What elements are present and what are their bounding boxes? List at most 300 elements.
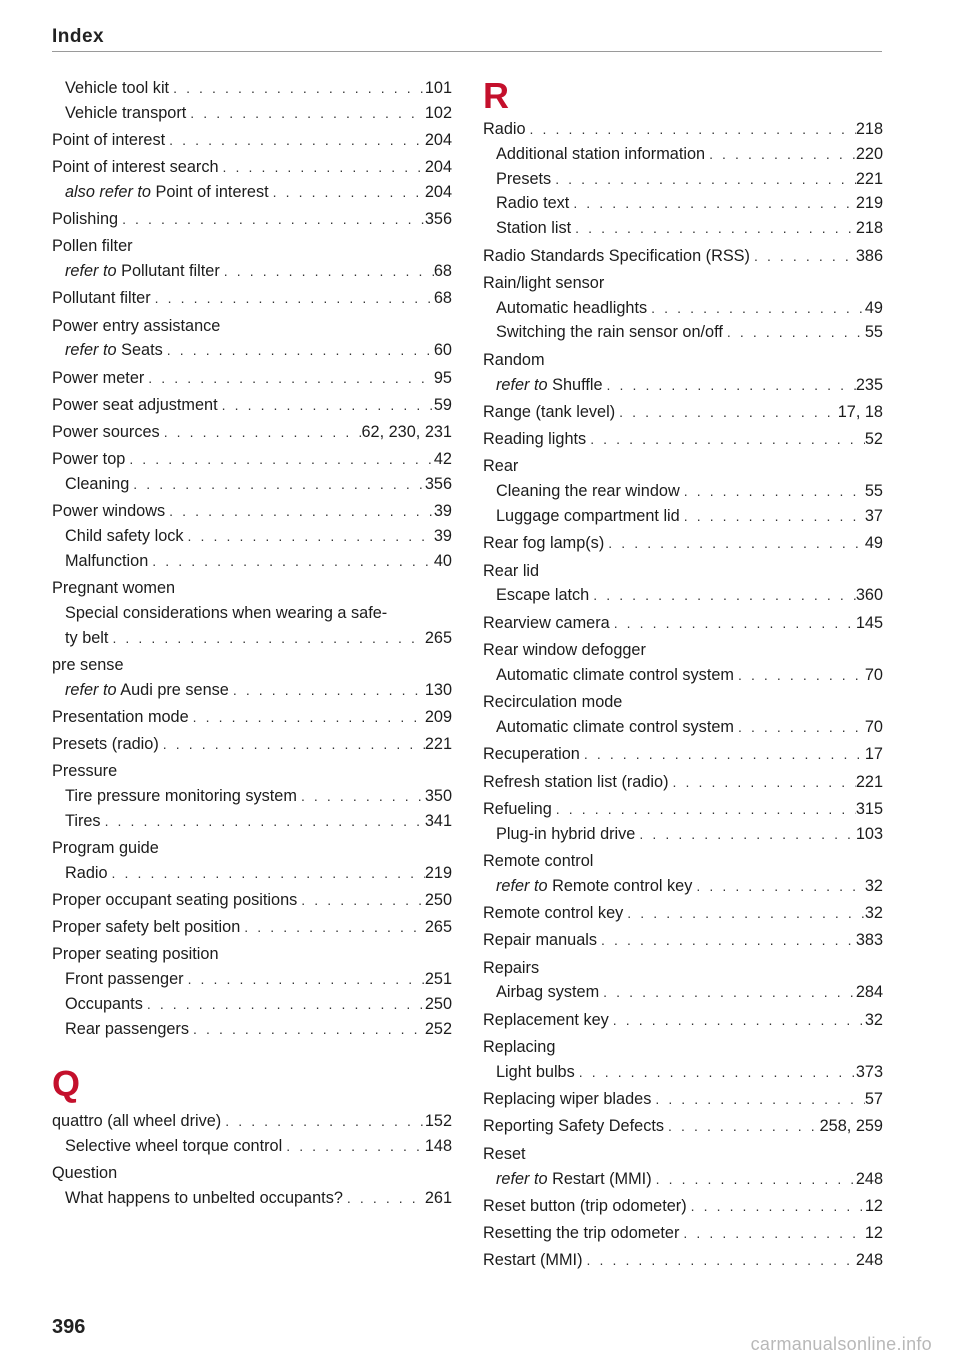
index-entry xyxy=(52,861,452,886)
index-entry xyxy=(52,967,452,992)
index-entry xyxy=(483,1008,883,1033)
dot-leader xyxy=(184,967,425,992)
index-entry-term xyxy=(52,286,151,311)
index-entry-term xyxy=(52,678,229,703)
index-entry-term xyxy=(52,1134,282,1159)
index-entry-page: 40 xyxy=(433,551,452,570)
index-entry-term xyxy=(52,259,220,284)
index-entry-text: Random xyxy=(483,350,545,369)
index-entry xyxy=(52,888,452,913)
index-entry-term xyxy=(483,271,604,296)
index-entry-term xyxy=(52,207,118,232)
index-entry-term xyxy=(483,117,526,142)
dot-leader xyxy=(692,874,864,899)
index-entry-page: 248 xyxy=(855,1251,883,1270)
index-entry xyxy=(483,296,883,321)
dot-leader xyxy=(218,393,434,418)
index-entry xyxy=(483,1248,883,1273)
index-entry-term xyxy=(52,861,108,886)
index-entry-term xyxy=(483,1114,664,1139)
index-entry-text: Reading lights xyxy=(483,430,587,449)
dot-leader xyxy=(189,1017,425,1042)
index-entry-page: 145 xyxy=(855,613,883,632)
index-entry-text: Restart (MMI) xyxy=(483,1251,583,1270)
dot-leader xyxy=(189,705,425,730)
index-entry-term xyxy=(483,1008,609,1033)
index-entry-page: 12 xyxy=(864,1224,883,1243)
index-entry xyxy=(52,472,452,497)
dot-leader xyxy=(651,1087,865,1112)
index-entry xyxy=(52,180,452,205)
index-entry-text: Shuffle xyxy=(547,375,603,394)
index-entry-text: Plug-in hybrid drive xyxy=(496,824,636,843)
index-entry xyxy=(483,348,883,373)
index-entry-term xyxy=(483,1248,583,1273)
index-entry-page: 204 xyxy=(424,158,452,177)
index-entry-term xyxy=(483,1221,679,1246)
dot-leader xyxy=(603,373,856,398)
index-entry xyxy=(52,155,452,180)
index-entry xyxy=(52,784,452,809)
index-entry xyxy=(52,76,452,101)
index-entry-text: Audi pre sense xyxy=(116,680,229,699)
index-entry xyxy=(483,770,883,795)
index-entry xyxy=(483,928,883,953)
index-entry-text: Occupants xyxy=(65,995,143,1013)
index-entry-text: Point of interest search xyxy=(52,158,219,177)
index-entry-text: Power windows xyxy=(52,502,166,521)
dot-leader xyxy=(597,928,856,953)
index-entry-page: 152 xyxy=(424,1112,452,1130)
index-entry-text: Recuperation xyxy=(483,745,580,764)
dot-leader xyxy=(184,524,434,549)
index-entry-page: 17, 18 xyxy=(837,402,883,421)
index-entry-text: Radio xyxy=(483,120,526,138)
index-entry-page: 218 xyxy=(855,120,883,138)
index-entry-term xyxy=(483,742,580,767)
dot-leader xyxy=(552,797,856,822)
index-entry-text: Child safety lock xyxy=(65,527,184,545)
index-entry xyxy=(52,338,452,363)
index-entry xyxy=(52,366,452,391)
index-entry-text: Range (tank level) xyxy=(483,402,616,421)
dot-leader xyxy=(750,244,856,269)
dot-leader xyxy=(569,191,856,216)
index-entry-term xyxy=(483,400,615,425)
index-entry-term xyxy=(52,653,124,678)
index-entry-text: Rear lid xyxy=(483,561,540,580)
index-entry-term xyxy=(52,76,169,101)
index-entry-term xyxy=(52,836,159,861)
index-entry xyxy=(52,601,452,626)
index-entry-term xyxy=(52,420,160,445)
index-entry xyxy=(483,117,883,142)
dot-leader xyxy=(240,915,425,940)
index-entry-text: Airbag system xyxy=(496,983,600,1002)
index-entry-term xyxy=(483,1035,555,1060)
index-entry-term xyxy=(483,142,705,167)
index-entry-page: 350 xyxy=(424,787,452,805)
index-entry xyxy=(483,901,883,926)
index-entry-text: Proper seating position xyxy=(52,945,219,964)
dot-leader xyxy=(297,784,425,809)
dot-leader xyxy=(118,207,425,232)
index-entry-text: Refresh station list (radio) xyxy=(483,772,669,791)
index-entry-text: Replacement key xyxy=(483,1010,609,1029)
index-entry xyxy=(483,1060,883,1085)
index-entry-term xyxy=(483,901,623,926)
index-entry-term xyxy=(483,611,610,636)
dot-leader xyxy=(169,76,425,101)
section-letter: R xyxy=(483,75,509,116)
index-entry xyxy=(483,427,883,452)
dot-leader xyxy=(282,1134,425,1159)
index-entry-text: Malfunction xyxy=(65,551,149,570)
index-entry-term xyxy=(52,967,184,992)
index-entry-term xyxy=(483,167,551,192)
dot-leader xyxy=(144,366,434,391)
index-entry-text: Point of interest xyxy=(52,131,166,149)
index-entry-term xyxy=(483,531,604,556)
index-entry-page: 57 xyxy=(864,1090,883,1109)
index-entry-page: 148 xyxy=(424,1136,452,1155)
index-entry xyxy=(483,663,883,688)
dot-leader xyxy=(551,167,856,192)
dot-leader xyxy=(680,479,865,504)
index-entry-text: Additional station information xyxy=(496,144,706,163)
index-entry xyxy=(483,244,883,269)
dot-leader xyxy=(687,1194,865,1219)
index-entry-page: 70 xyxy=(864,717,883,736)
index-entry xyxy=(483,638,883,663)
index-entry-page: 101 xyxy=(424,79,452,97)
dot-leader xyxy=(705,142,856,167)
index-entry xyxy=(52,1109,452,1134)
watermark: carmanualsonline.info xyxy=(750,1334,932,1354)
index-entry-text: Selective wheel torque control xyxy=(65,1136,283,1155)
index-entry-term xyxy=(52,549,148,574)
dot-leader xyxy=(165,128,425,153)
index-entry xyxy=(483,320,883,345)
index-entry-text: Pollutant filter xyxy=(52,289,151,308)
index-entry-page: 17 xyxy=(864,745,883,764)
index-entry-term xyxy=(52,601,387,626)
index-entry-term xyxy=(483,348,545,373)
index-entry-text: Presentation mode xyxy=(52,707,189,726)
index-entry-text: Remote control key xyxy=(483,904,624,922)
index-entry-page: 32 xyxy=(864,904,883,922)
dot-leader xyxy=(604,531,865,556)
index-entry-page: 383 xyxy=(855,931,883,950)
dot-leader xyxy=(220,259,434,284)
index-entry-page: 49 xyxy=(864,534,883,553)
index-entry-text: Rear passengers xyxy=(65,1019,189,1038)
index-entry xyxy=(52,259,452,284)
dot-leader xyxy=(734,663,865,688)
index-entry-text: Escape latch xyxy=(496,586,590,605)
dot-leader xyxy=(159,732,425,757)
index-entry-text: Program guide xyxy=(52,839,159,857)
index-entry xyxy=(483,531,883,556)
index-entry-term xyxy=(483,216,571,241)
index-entry xyxy=(483,583,883,608)
index-entry-page: 252 xyxy=(424,1019,452,1038)
index-entry-term xyxy=(483,928,597,953)
index-entry xyxy=(52,207,452,232)
dot-leader xyxy=(680,504,865,529)
index-entry-term xyxy=(483,1194,687,1219)
index-entry xyxy=(483,1087,883,1112)
index-entry-text: Remote control key xyxy=(547,876,693,895)
index-entry-term xyxy=(483,956,539,981)
index-entry-term xyxy=(52,784,297,809)
dot-leader xyxy=(165,499,434,524)
index-entry-term xyxy=(52,447,125,472)
index-entry xyxy=(52,809,452,834)
index-entry-page: 70 xyxy=(864,665,883,684)
index-entry-page: 386 xyxy=(855,246,883,265)
dot-leader xyxy=(219,155,425,180)
index-entry-text: Automatic climate control system xyxy=(496,717,734,736)
dot-leader xyxy=(610,611,856,636)
section-letter: Q xyxy=(52,1063,81,1104)
index-entry-page: 248 xyxy=(855,1169,883,1188)
index-entry xyxy=(52,942,452,967)
index-entry xyxy=(52,314,452,339)
index-entry-page: 39 xyxy=(433,502,452,521)
index-entry-page: 55 xyxy=(864,482,883,501)
dot-leader xyxy=(101,809,425,834)
index-entry-term xyxy=(483,244,750,269)
index-entry xyxy=(483,690,883,715)
index-entry-page: 32 xyxy=(864,876,883,895)
dot-leader xyxy=(623,901,865,926)
dot-leader xyxy=(734,715,865,740)
index-entry-term xyxy=(483,980,599,1005)
dot-leader xyxy=(586,427,865,452)
index-entry-term xyxy=(52,809,101,834)
dot-leader xyxy=(151,286,434,311)
index-entry-text: ty belt xyxy=(65,628,109,647)
index-entry-term xyxy=(483,583,589,608)
index-entry-term xyxy=(52,155,219,180)
index-entry-term xyxy=(483,663,734,688)
dot-leader xyxy=(186,101,425,126)
index-entry-page: 209 xyxy=(424,707,452,726)
index-entry-page: 373 xyxy=(855,1062,883,1081)
dot-leader xyxy=(679,1221,864,1246)
index-entry xyxy=(52,1017,452,1042)
index-entry-text: Repair manuals xyxy=(483,931,598,950)
dot-leader xyxy=(343,1186,425,1211)
index-entry-term xyxy=(483,1142,526,1167)
index-entry-page: 221 xyxy=(855,169,883,188)
index-entry-text: Presets (radio) xyxy=(52,735,159,753)
index-entry-term xyxy=(483,296,647,321)
cross-reference-prefix: refer to xyxy=(65,680,117,699)
index-entry-text: Remote control xyxy=(483,851,594,870)
index-entry-text: Light bulbs xyxy=(496,1062,575,1081)
header-divider xyxy=(52,51,882,52)
index-entry xyxy=(483,373,883,398)
index-entry-term xyxy=(483,191,569,216)
index-entry-text: Restart (MMI) xyxy=(547,1169,652,1188)
index-entry-page: 32 xyxy=(864,1010,883,1029)
index-entry-term xyxy=(52,101,186,126)
index-entry xyxy=(483,797,883,822)
index-entry-text: Pregnant women xyxy=(52,579,176,597)
index-entry-term xyxy=(52,524,184,549)
index-entry-page: 59 xyxy=(433,395,452,414)
index-entry-text: Pressure xyxy=(52,762,118,781)
index-entry-page: 49 xyxy=(864,298,883,317)
index-entry-term xyxy=(52,1017,189,1042)
index-entry xyxy=(52,1186,452,1211)
index-entry xyxy=(52,653,452,678)
index-entry-text: Repairs xyxy=(483,958,540,977)
index-entry-page: 52 xyxy=(864,430,883,449)
index-entry-text: Point of interest xyxy=(150,183,269,201)
index-entry-page: 356 xyxy=(424,210,452,229)
index-entry-page: 356 xyxy=(424,475,452,493)
index-entry xyxy=(483,216,883,241)
index-entry-term xyxy=(52,705,189,730)
index-entry-page: 68 xyxy=(433,262,452,281)
index-entry-page: 235 xyxy=(855,375,883,394)
index-entry xyxy=(483,400,883,425)
cross-reference-prefix: refer to xyxy=(496,876,548,895)
index-entry-page: 218 xyxy=(855,219,883,238)
cross-reference-prefix: refer to xyxy=(65,262,117,281)
index-entry-term xyxy=(483,1060,575,1085)
index-entry-text: Rear fog lamp(s) xyxy=(483,534,605,553)
index-entry-term xyxy=(483,797,552,822)
index-entry-term xyxy=(52,234,133,259)
dot-leader xyxy=(571,216,856,241)
index-entry-page: 265 xyxy=(424,918,452,937)
index-entry-term xyxy=(52,128,165,153)
index-entry-text: Rain/light sensor xyxy=(483,273,605,292)
cross-reference-prefix: refer to xyxy=(496,1169,548,1188)
index-entry-term xyxy=(483,320,723,345)
index-entry-term xyxy=(52,942,219,967)
cross-reference-prefix: refer to xyxy=(496,375,548,394)
index-entry-text: Presets xyxy=(496,169,552,188)
index-entry-text: Replacing wiper blades xyxy=(483,1090,652,1109)
index-entry-term xyxy=(52,472,129,497)
dot-leader xyxy=(669,770,856,795)
index-entry-text: Rear window defogger xyxy=(483,641,646,659)
index-entry-text: Proper safety belt position xyxy=(52,918,241,937)
index-entry-term xyxy=(52,1186,343,1211)
index-entry-term xyxy=(483,454,518,479)
index-entry-term xyxy=(52,732,159,757)
index-entry-page: 360 xyxy=(855,586,883,605)
index-entry-term xyxy=(52,759,117,784)
index-entry-text: Proper occupant seating positions xyxy=(52,891,298,909)
index-entry-text: Replacing xyxy=(483,1038,556,1056)
index-entry-text: Power entry assistance xyxy=(52,316,221,335)
index-entry xyxy=(52,524,452,549)
index-entry xyxy=(483,167,883,192)
index-entry-text: Question xyxy=(52,1164,118,1182)
index-entry-text: Reporting Safety Defects xyxy=(483,1117,664,1136)
dot-leader xyxy=(143,992,425,1017)
index-entry-page: 250 xyxy=(424,995,452,1013)
index-entry-term xyxy=(52,992,143,1017)
index-entry-term xyxy=(52,626,108,651)
index-entry-page: 12 xyxy=(864,1196,883,1215)
index-entry-page: 250 xyxy=(424,891,452,909)
index-entry xyxy=(483,822,883,847)
dot-leader xyxy=(229,678,425,703)
index-entry-term xyxy=(483,874,692,899)
index-entry-term xyxy=(52,1161,117,1186)
index-entry-text: Special considerations when wearing a safe- xyxy=(65,603,388,622)
index-entry-text: Power seat adjustment xyxy=(52,395,218,414)
index-entry-page: 102 xyxy=(424,103,452,122)
index-entry-text: Power top xyxy=(52,450,126,469)
index-entry xyxy=(483,142,883,167)
dot-leader xyxy=(580,742,865,767)
index-entry xyxy=(483,874,883,899)
index-entry-page: 60 xyxy=(433,341,452,360)
index-entry xyxy=(483,980,883,1005)
index-entry xyxy=(52,836,452,861)
index-entry xyxy=(52,101,452,126)
index-entry xyxy=(483,611,883,636)
index-entry-page: 261 xyxy=(424,1188,452,1207)
dot-leader xyxy=(163,338,434,363)
index-entry xyxy=(483,479,883,504)
dot-leader xyxy=(108,861,425,886)
index-entry-term xyxy=(483,690,622,715)
index-entry-page: 95 xyxy=(433,368,452,387)
header-title: Index xyxy=(52,26,105,47)
index-entry-term xyxy=(483,770,669,795)
index-entry xyxy=(483,956,883,981)
index-entry xyxy=(483,1194,883,1219)
index-entry xyxy=(483,742,883,767)
index-entry-page: 341 xyxy=(424,811,452,830)
index-entry-text: Radio text xyxy=(496,194,570,213)
index-entry-text: What happens to unbelted occupants? xyxy=(65,1188,343,1207)
dot-leader xyxy=(615,400,838,425)
index-entry xyxy=(52,499,452,524)
index-entry-text: Radio Standards Specification (RSS) xyxy=(483,246,750,265)
index-entry-text: Automatic headlights xyxy=(496,298,648,317)
index-entry-term xyxy=(52,499,165,524)
index-entry xyxy=(483,715,883,740)
index-entry-term xyxy=(52,576,175,601)
index-entry-page: 284 xyxy=(855,983,883,1002)
dot-leader xyxy=(652,1167,856,1192)
index-entry xyxy=(483,191,883,216)
index-entry-page: 251 xyxy=(424,970,452,989)
dot-leader xyxy=(589,583,856,608)
index-entry-page: 37 xyxy=(864,507,883,525)
index-entry-text: Front passenger xyxy=(65,970,184,989)
index-entry-text: Switching the rain sensor on/off xyxy=(496,323,723,342)
index-entry-term xyxy=(483,427,586,452)
cross-reference-prefix: refer to xyxy=(65,341,117,360)
index-entry-text: Vehicle transport xyxy=(65,103,187,122)
index-entry xyxy=(52,393,452,418)
index-entry-page: 219 xyxy=(424,863,452,882)
index-entry xyxy=(483,504,883,529)
index-entry-term xyxy=(483,1167,652,1192)
index-entry-page: 220 xyxy=(855,144,883,163)
